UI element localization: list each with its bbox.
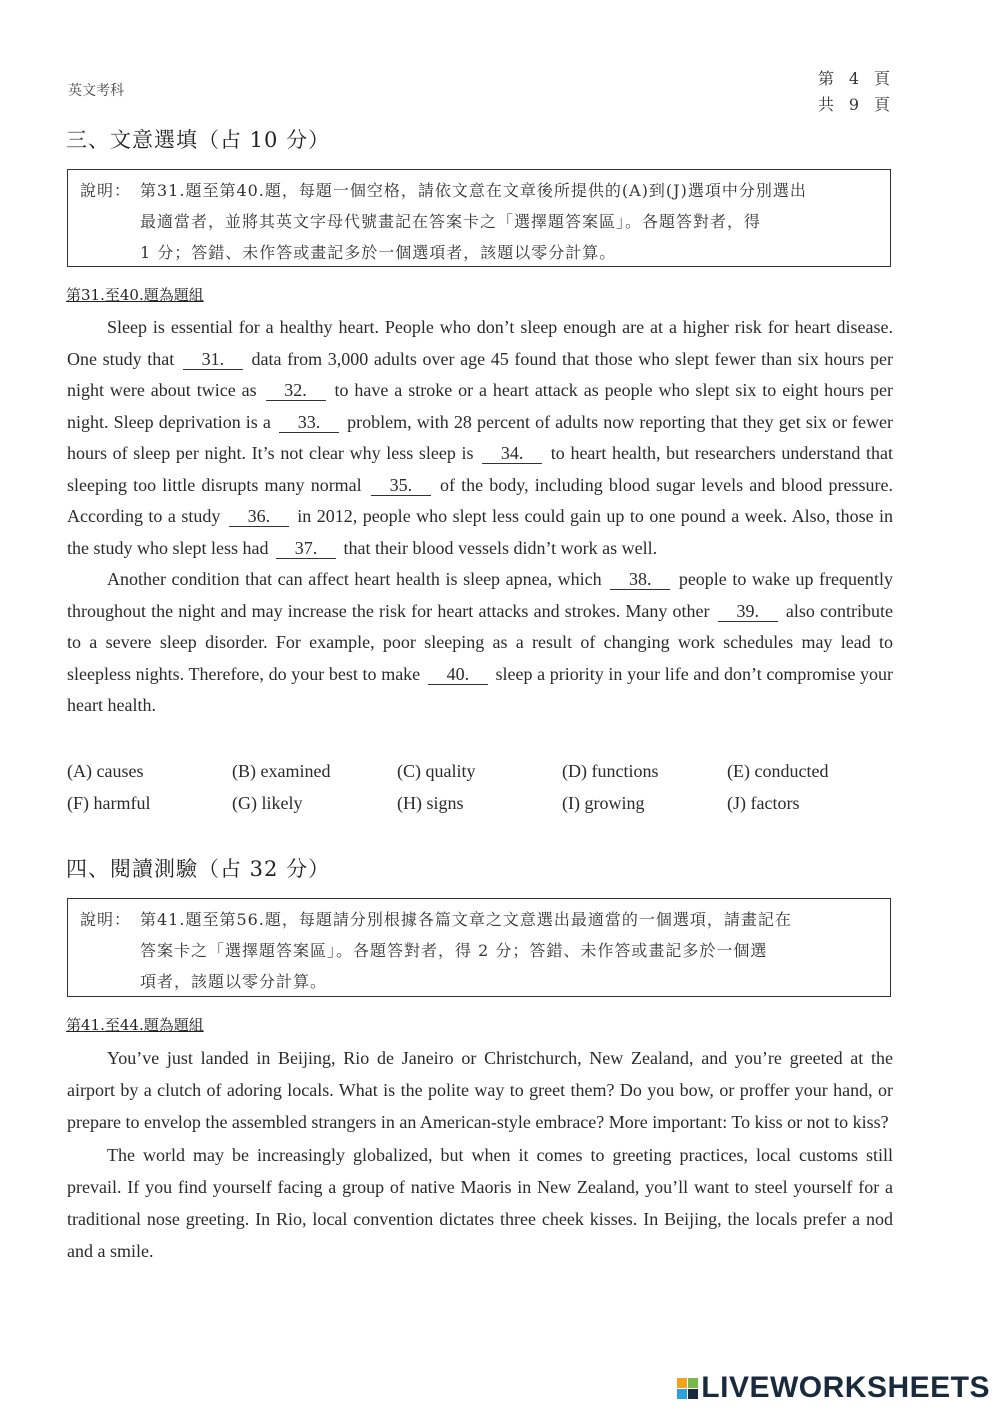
reading-paragraph-1: You’ve just landed in Beijing, Rio de Janeiro or Christchurch, New Zealand, and you’re greeted at the airport by a clutch of adoring locals. What is the polite way to greet them? Do you bow, or proffer your hand, or prepare to envelop the assembled strangers in an American-style embrace? More important: To kiss or not to kiss?	[67, 1048, 893, 1133]
blank-40[interactable]: 40.	[428, 664, 488, 685]
blank-38[interactable]: 38.	[610, 569, 670, 590]
cloze-text: that their blood vessels didn’t work as well.	[343, 537, 658, 558]
option-e: (E) conducted	[727, 761, 829, 781]
instruction-line-1: 第41.題至第56.題，每題請分別根據各篇文章之文意選出最適當的一個選項，請畫記在	[140, 910, 792, 929]
instruction-line-3: 項者，該題以零分計算。	[140, 972, 328, 991]
option-i: (I) growing	[562, 793, 645, 813]
logo-square	[677, 1378, 687, 1388]
instruction-label: 說明：	[80, 910, 132, 929]
options-list	[67, 755, 897, 819]
instruction-label: 說明：	[80, 181, 132, 200]
blank-31[interactable]: 31.	[183, 349, 243, 370]
reading-paragraph-2: The world may be increasingly globalized, but when it comes to greeting practices, local customs still prevail. If you find yourself facing a group of native Maoris in New Zealand, you’ll want to steel yourself for a traditional nose greeting. In Rio, local convention dictates three cheek kisses. In Beijing, the locals prefer a nod and a smile.	[67, 1144, 893, 1262]
blank-37[interactable]: 37.	[276, 538, 336, 559]
group-label-41-44: 第41.至44.題為題組	[66, 1016, 204, 1034]
logo-square	[677, 1389, 687, 1399]
group-label-31-40: 第31.至40.題為題組	[66, 286, 204, 304]
instruction-line-3: 1 分；答錯、未作答或畫記多於一個選項者，該題以零分計算。	[140, 243, 617, 262]
total-label-pre: 共	[817, 95, 834, 114]
cloze-text: in 2012, people who slept less could gain up to one pound a week. Also, those in the study who slept less had	[67, 506, 894, 558]
section4-title: 四、閱讀測驗（占 32 分）	[66, 857, 331, 881]
cloze-passage	[67, 312, 893, 722]
section3-instructions	[67, 169, 891, 267]
subject-label: 英文考科	[68, 83, 124, 99]
cloze-text: to have a stroke or a heart attack as people who slept six to eight hours per night. Sleep deprivation is a	[67, 380, 894, 432]
total-label-post: 頁	[873, 95, 890, 114]
blank-36[interactable]: 36.	[229, 506, 289, 527]
cloze-text: sleep a priority in your life and don’t compromise your heart health.	[67, 663, 893, 715]
logo-text: LIVEWORKSHEETS	[701, 1371, 990, 1404]
instruction-line-2: 最適當者，並將其英文字母代號畫記在答案卡之「選擇題答案區」。各題答對者，得	[140, 212, 762, 231]
logo-mark-icon	[677, 1378, 698, 1399]
blank-32[interactable]: 32.	[266, 380, 326, 401]
blank-39[interactable]: 39.	[718, 601, 778, 622]
option-d: (D) functions	[562, 761, 659, 781]
logo-square	[688, 1378, 698, 1388]
section3-title: 三、文意選填（占 10 分）	[66, 128, 331, 152]
cloze-text: of the body, including blood sugar levels and blood pressure. According to a study	[67, 474, 894, 526]
blank-33[interactable]: 33.	[279, 412, 339, 433]
option-f: (F) harmful	[67, 793, 151, 813]
blank-35[interactable]: 35.	[371, 475, 431, 496]
option-h: (H) signs	[397, 793, 464, 813]
page-info	[812, 66, 896, 118]
option-a: (A) causes	[67, 761, 144, 781]
page-label-post: 頁	[873, 69, 890, 88]
blank-34[interactable]: 34.	[482, 443, 542, 464]
section4-instructions	[67, 898, 891, 997]
option-g: (G) likely	[232, 793, 303, 813]
logo-square	[688, 1389, 698, 1399]
cloze-text: problem, with 28 percent of adults now reporting that they get six or fewer hours of sleep per night. It’s not clear why less sleep is	[67, 411, 894, 463]
option-b: (B) examined	[232, 761, 331, 781]
cloze-text: to heart health, but researchers understand that sleeping too little disrupts many normal	[67, 443, 894, 495]
page-label-pre: 第	[817, 69, 834, 88]
cloze-text: data from 3,000 adults over age 45 found that those who slept fewer than six hours per night were about twice as	[67, 348, 893, 400]
option-c: (C) quality	[397, 761, 476, 781]
cloze-paragraph-1	[67, 312, 893, 564]
cloze-text: Another condition that can affect heart health is sleep apnea, which	[107, 569, 602, 589]
instruction-line-1: 第31.題至第40.題，每題一個空格，請依文意在文章後所提供的(A)到(J)選項中分別選出	[140, 181, 807, 200]
reading-passage	[67, 1042, 893, 1267]
instruction-line-2: 答案卡之「選擇題答案區」。各題答對者，得 2 分；答錯、未作答或畫記多於一個選	[140, 941, 768, 960]
cloze-text: people to wake up frequently throughout the night and may increase the risk for heart attacks and strokes. Many other	[67, 569, 894, 621]
total-pages: 9	[848, 95, 860, 114]
option-j: (J) factors	[727, 793, 800, 813]
page-number: 4	[848, 69, 860, 88]
cloze-text: Sleep is essential for a healthy heart. People who don’t sleep enough are at a higher risk for heart disease. One study that	[67, 317, 893, 369]
liveworksheets-logo	[677, 1371, 990, 1405]
cloze-paragraph-2	[67, 564, 893, 722]
cloze-text: also contribute to a severe sleep disorder. For example, poor sleeping as a result of changing work schedules may lead to sleepless nights. Therefore, do your best to make	[67, 600, 894, 684]
